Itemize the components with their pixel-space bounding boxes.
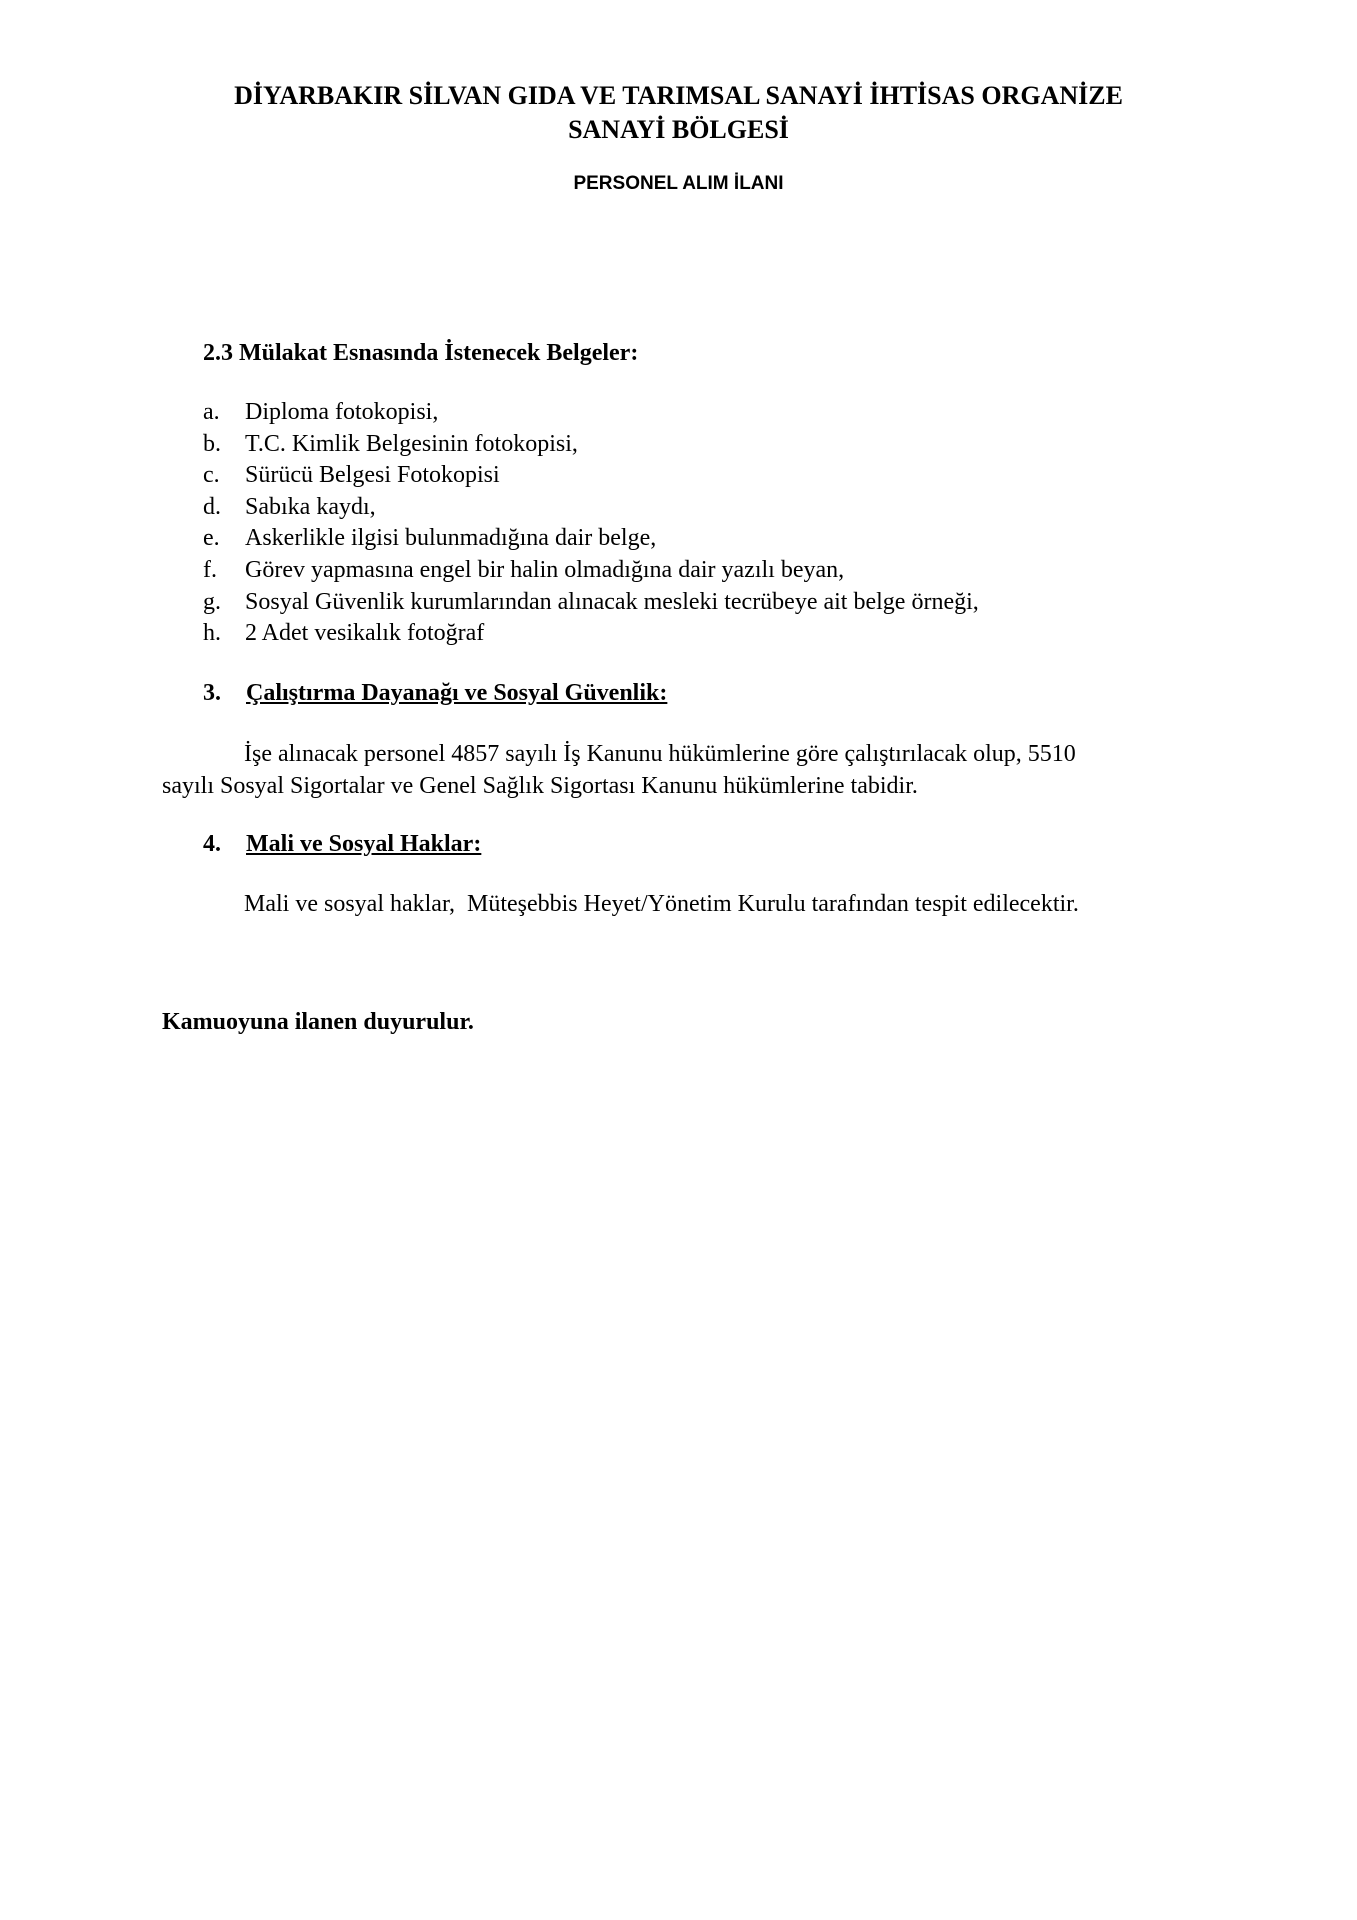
document-subtitle: PERSONEL ALIM İLANI bbox=[573, 173, 784, 194]
section-4-heading bbox=[203, 829, 481, 859]
list-item bbox=[203, 555, 979, 587]
section-3-number: 3. bbox=[203, 680, 221, 706]
section-4-number: 4. bbox=[203, 831, 221, 857]
section-4-paragraph: Mali ve sosyal haklar, Müteşebbis Heyet/Yönetim Kurulu tarafından tespit edilecektir. bbox=[244, 891, 1079, 917]
list-item bbox=[203, 587, 979, 619]
closing-statement: Kamuoyuna ilanen duyurulur. bbox=[162, 1009, 474, 1035]
section-4-title: Mali ve Sosyal Haklar: bbox=[246, 831, 482, 857]
list-item-text: Askerlikle ilgisi bulunmadığına dair belge, bbox=[245, 525, 657, 552]
list-item-letter: g. bbox=[203, 588, 221, 615]
list-item-text: Sabıka kaydı, bbox=[245, 493, 376, 520]
section-3-heading bbox=[203, 678, 667, 708]
list-item-letter: c. bbox=[203, 462, 220, 489]
list-item-letter: a. bbox=[203, 399, 220, 425]
list-item-text: Sosyal Güvenlik kurumlarından alınacak mesleki tecrübeye ait belge örneği, bbox=[245, 588, 979, 615]
list-item-letter: f. bbox=[203, 556, 217, 583]
list-item bbox=[203, 460, 979, 492]
list-item-letter: e. bbox=[203, 525, 220, 552]
list-item bbox=[203, 618, 979, 650]
required-documents-list bbox=[203, 397, 979, 650]
list-item-letter: h. bbox=[203, 620, 221, 647]
section-2-3-heading: 2.3 Mülakat Esnasında İstenecek Belgeler: bbox=[203, 340, 639, 366]
list-item-letter: b. bbox=[203, 430, 221, 457]
list-item-letter: d. bbox=[203, 493, 221, 520]
document-title-line1: DİYARBAKIR SİLVAN GIDA VE TARIMSAL SANAYİ İHTİSAS ORGANİZE bbox=[234, 81, 1123, 110]
list-item-text: T.C. Kimlik Belgesinin fotokopisi, bbox=[245, 430, 578, 457]
list-item bbox=[203, 429, 979, 461]
list-item-text: Sürücü Belgesi Fotokopisi bbox=[245, 462, 500, 489]
list-item-text: Görev yapmasına engel bir halin olmadığına dair yazılı beyan, bbox=[245, 556, 845, 583]
list-item bbox=[203, 523, 979, 555]
list-item-text: Diploma fotokopisi, bbox=[245, 399, 439, 425]
document-title-line2: SANAYİ BÖLGESİ bbox=[568, 115, 789, 144]
list-item bbox=[203, 397, 979, 429]
section-3-paragraph-line1: İşe alınacak personel 4857 sayılı İş Kanunu hükümlerine göre çalıştırılacak olup, 5510 bbox=[244, 741, 1076, 767]
section-3-title: Çalıştırma Dayanağı ve Sosyal Güvenlik: bbox=[246, 680, 668, 706]
list-item bbox=[203, 492, 979, 524]
list-item-text: 2 Adet vesikalık fotoğraf bbox=[245, 620, 485, 647]
section-3-paragraph-line2: sayılı Sosyal Sigortalar ve Genel Sağlık Sigortası Kanunu hükümlerine tabidir. bbox=[162, 773, 918, 799]
